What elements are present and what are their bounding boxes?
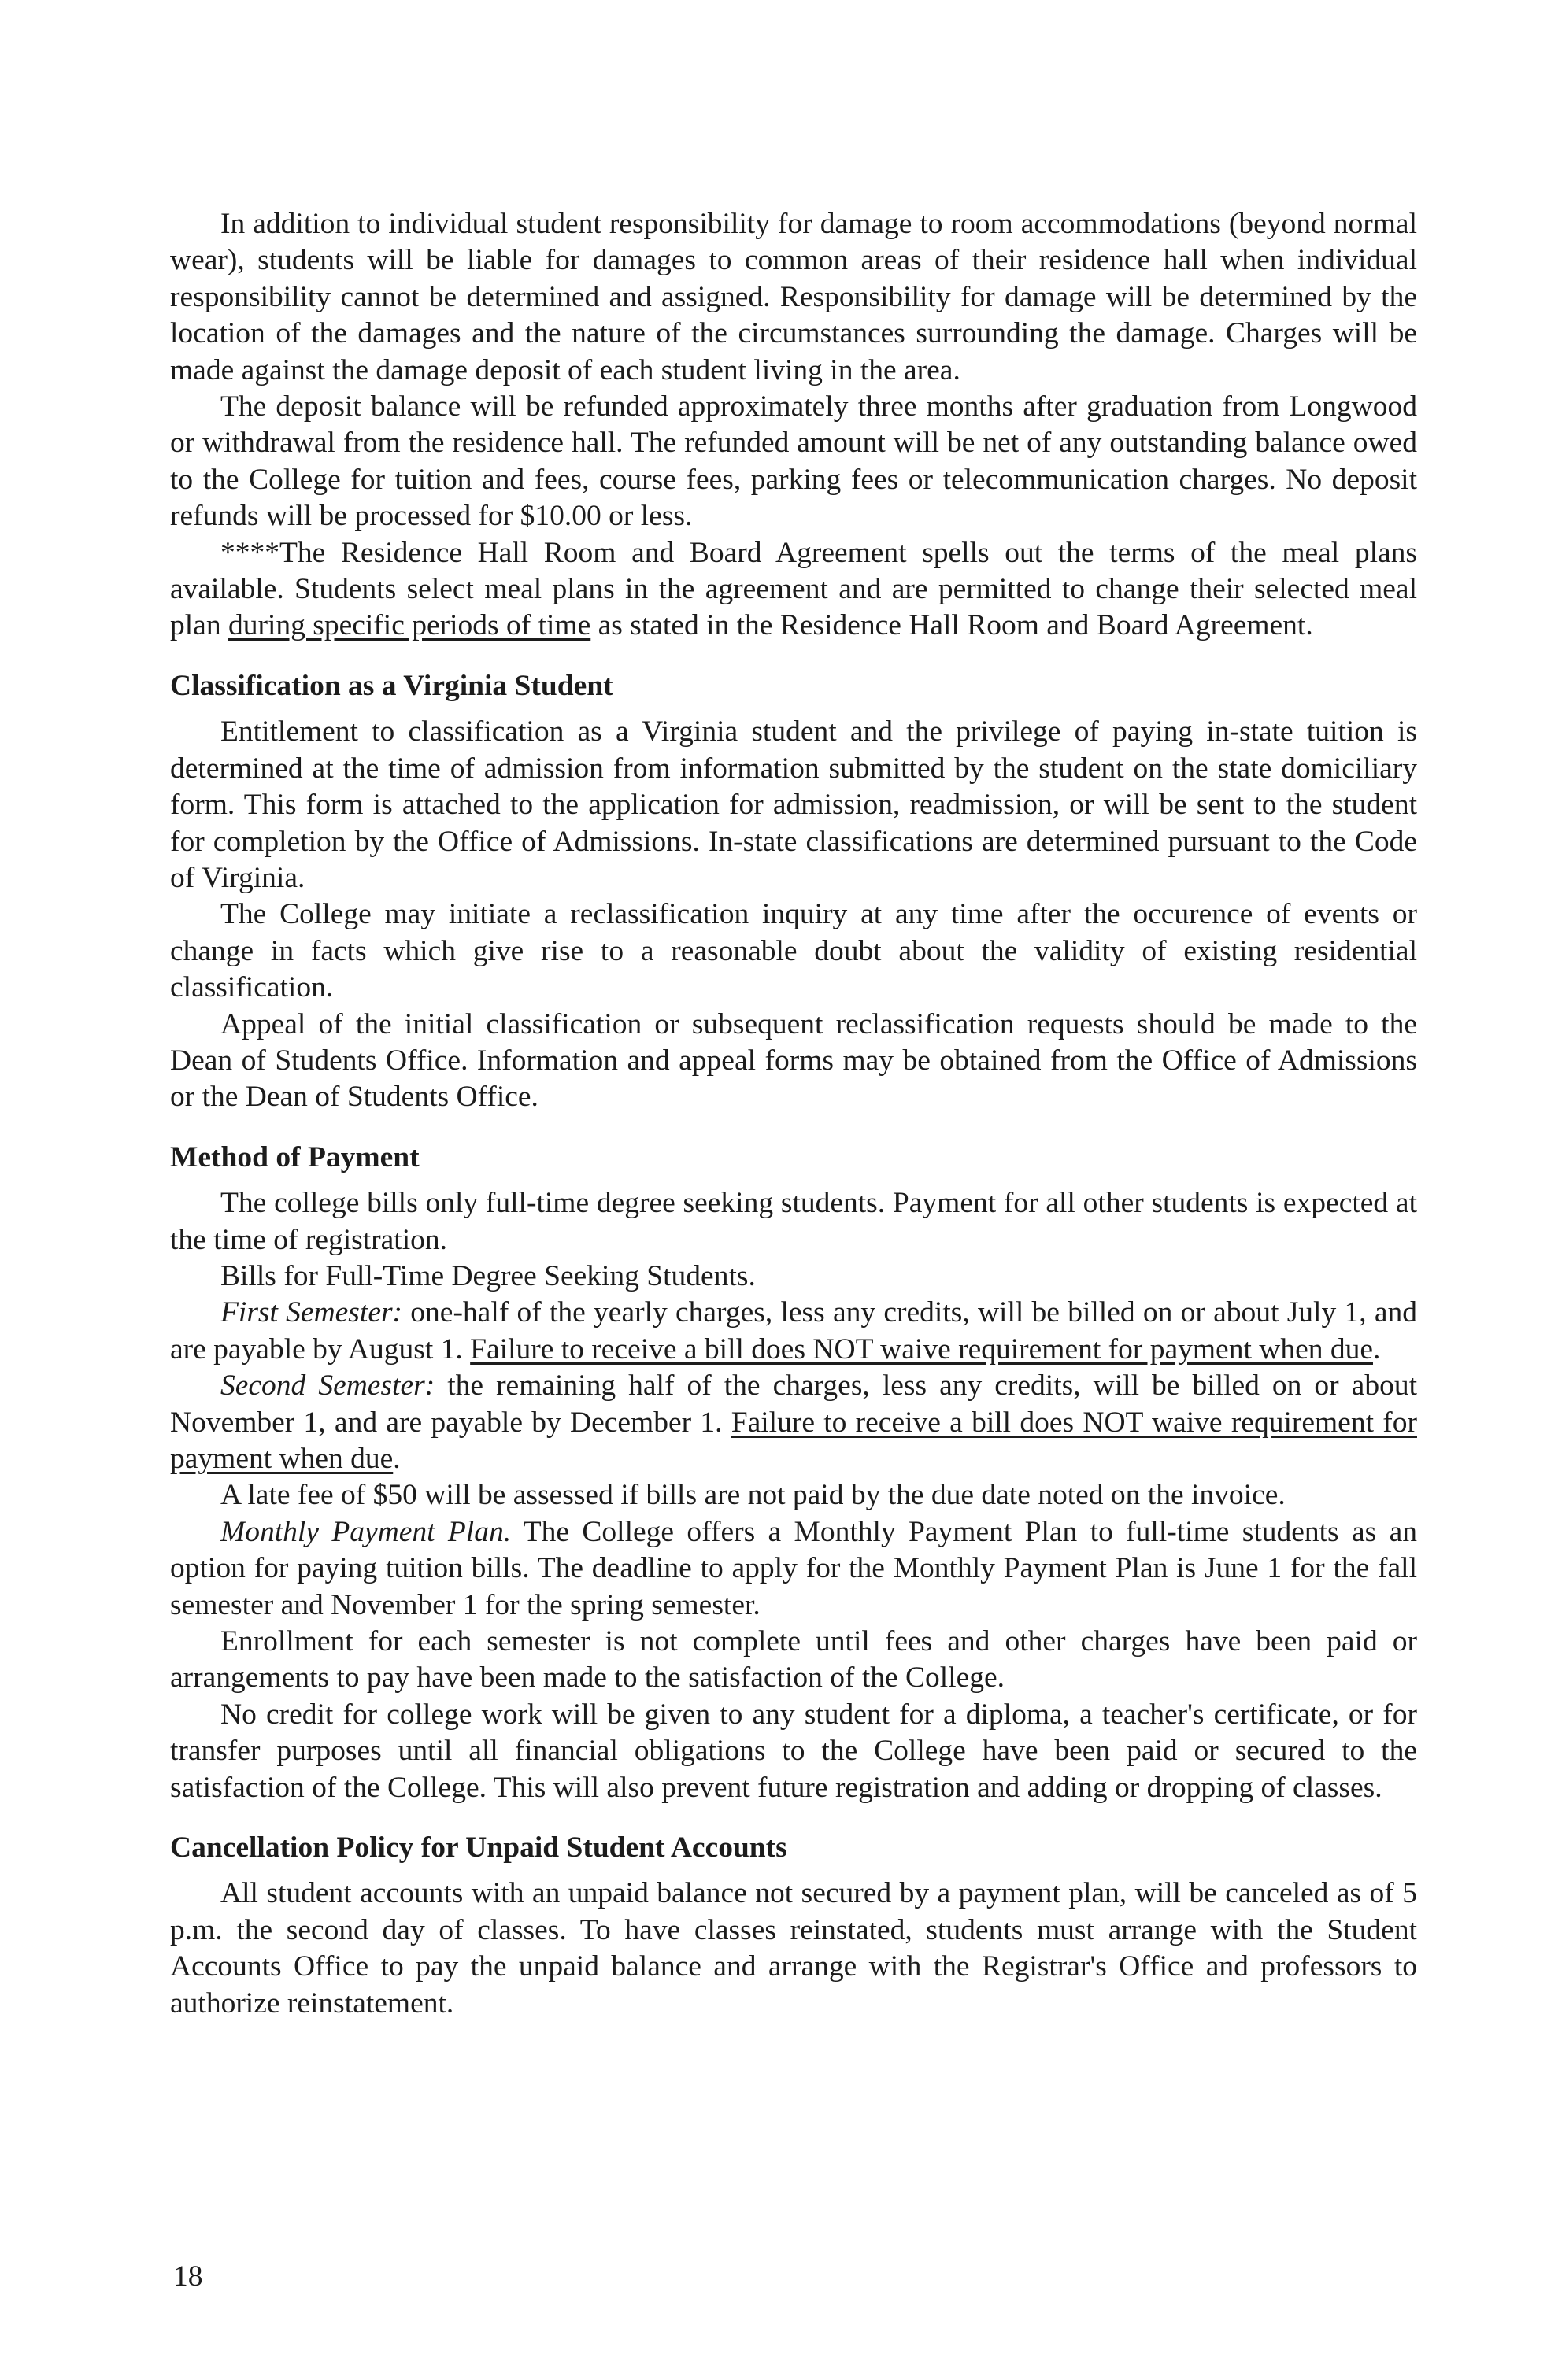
second-semester-label: Second Semester: — [220, 1369, 435, 1402]
first-semester-paragraph — [170, 1295, 1417, 1368]
second-semester-underlined: Failure to receive a bill does NOT waive requirement for payment when due — [170, 1406, 1417, 1475]
payment-paragraph-1: The college bills only full-time degree seeking students. Payment for all other students is expected at the time of registration. — [170, 1187, 1417, 1256]
monthly-plan-label: Monthly Payment Plan. — [220, 1515, 512, 1548]
meal-plan-paragraph — [170, 535, 1417, 645]
payment-heading: Method of Payment — [170, 1140, 420, 1173]
classification-paragraph-2: The College may initiate a reclassification inquiry at any time after the occurence of events or change in facts which give rise to a reasonable doubt about the validity of existing residential classification. — [170, 898, 1417, 1004]
no-credit-paragraph: No credit for college work will be given to any student for a diploma, a teacher's certificate, or for transfer purposes until all financial obligations to the College have been paid or secured to the satisfaction of the College. This will also prevent future registration and adding or dropping of classes. — [170, 1698, 1417, 1804]
cancellation-heading: Cancellation Policy for Unpaid Student Accounts — [170, 1831, 787, 1864]
first-semester-text: one-half of the yearly charges, less any credits, will be billed on or about July 1, and are payable by August 1. — [170, 1296, 1417, 1366]
meal-plan-text-end: as stated in the Residence Hall Room and Board Agreement. — [590, 609, 1313, 642]
classification-heading: Classification as a Virginia Student — [170, 669, 613, 702]
first-semester-label: First Semester: — [220, 1296, 403, 1329]
classification-paragraph-1: Entitlement to classification as a Virginia student and the privilege of paying in-state tuition is determined at the time of admission from information submitted by the student on the state domiciliary form. This form is attached to the application for admission, readmission, or will be sent to the student for completion by the Office of Admissions. In-state classifications are determined pursuant to the Code of Virginia. — [170, 715, 1417, 894]
enrollment-paragraph: Enrollment for each semester is not complete until fees and other charges have been paid or arrangements to pay have been made to the satisfaction of the College. — [170, 1625, 1417, 1694]
page-number: 18 — [173, 2260, 203, 2293]
late-fee-paragraph: A late fee of $50 will be assessed if bills are not paid by the due date noted on the invoice. — [220, 1479, 1286, 1512]
cancellation-paragraph: All student accounts with an unpaid balance not secured by a payment plan, will be canceled as of 5 p.m. the second day of classes. To have classes reinstated, students must arrange with the Student Accounts Office to pay the unpaid balance and arrange with the Registrar's Office and professors to authorize reinstatement. — [170, 1877, 1417, 2020]
second-semester-end: . — [393, 1443, 401, 1475]
meal-plan-text-start: ****The Residence Hall Room and Board Agreement spells out the terms of the meal plans available. Students select meal plans in the agreement and are permitted to change their selected meal plan — [170, 536, 1417, 642]
damage-responsibility-paragraph: In addition to individual student responsibility for damage to room accommodations (beyond normal wear), students will be liable for damages to common areas of their residence hall when individual responsibility cannot be determined and assigned. Responsibility for damage will be determined by the location of the damages and the nature of the circumstances surrounding the damage. Charges will be made against the damage deposit of each student living in the area. — [170, 208, 1417, 386]
meal-plan-underlined-text: during specific periods of time — [228, 609, 591, 642]
second-semester-paragraph — [170, 1368, 1417, 1477]
deposit-refund-paragraph: The deposit balance will be refunded approximately three months after graduation from Longwood or withdrawal from the residence hall. The refunded amount will be net of any outstanding balance owed to the College for tuition and fees, course fees, parking fees or telecommunication charges. No deposit refunds will be processed for $10.00 or less. — [170, 390, 1417, 533]
monthly-plan-paragraph — [170, 1514, 1417, 1624]
page-content — [170, 206, 1417, 2022]
payment-paragraph-2: Bills for Full-Time Degree Seeking Students. — [220, 1259, 756, 1292]
monthly-plan-text: The College offers a Monthly Payment Plan to full-time students as an option for paying tuition bills. The deadline to apply for the Monthly Payment Plan is June 1 for the fall semester and November 1 for the spring semester. — [170, 1515, 1417, 1621]
classification-paragraph-3: Appeal of the initial classification or subsequent reclassification requests should be made to the Dean of Students Office. Information and appeal forms may be obtained from the Office of Admissions or the Dean of Students Office. — [170, 1007, 1417, 1114]
second-semester-text: the remaining half of the charges, less any credits, will be billed on or about November 1, and are payable by December 1. — [170, 1369, 1417, 1439]
first-semester-underlined: Failure to receive a bill does NOT waive requirement for payment when due — [470, 1332, 1373, 1366]
first-semester-end: . — [1372, 1332, 1381, 1366]
